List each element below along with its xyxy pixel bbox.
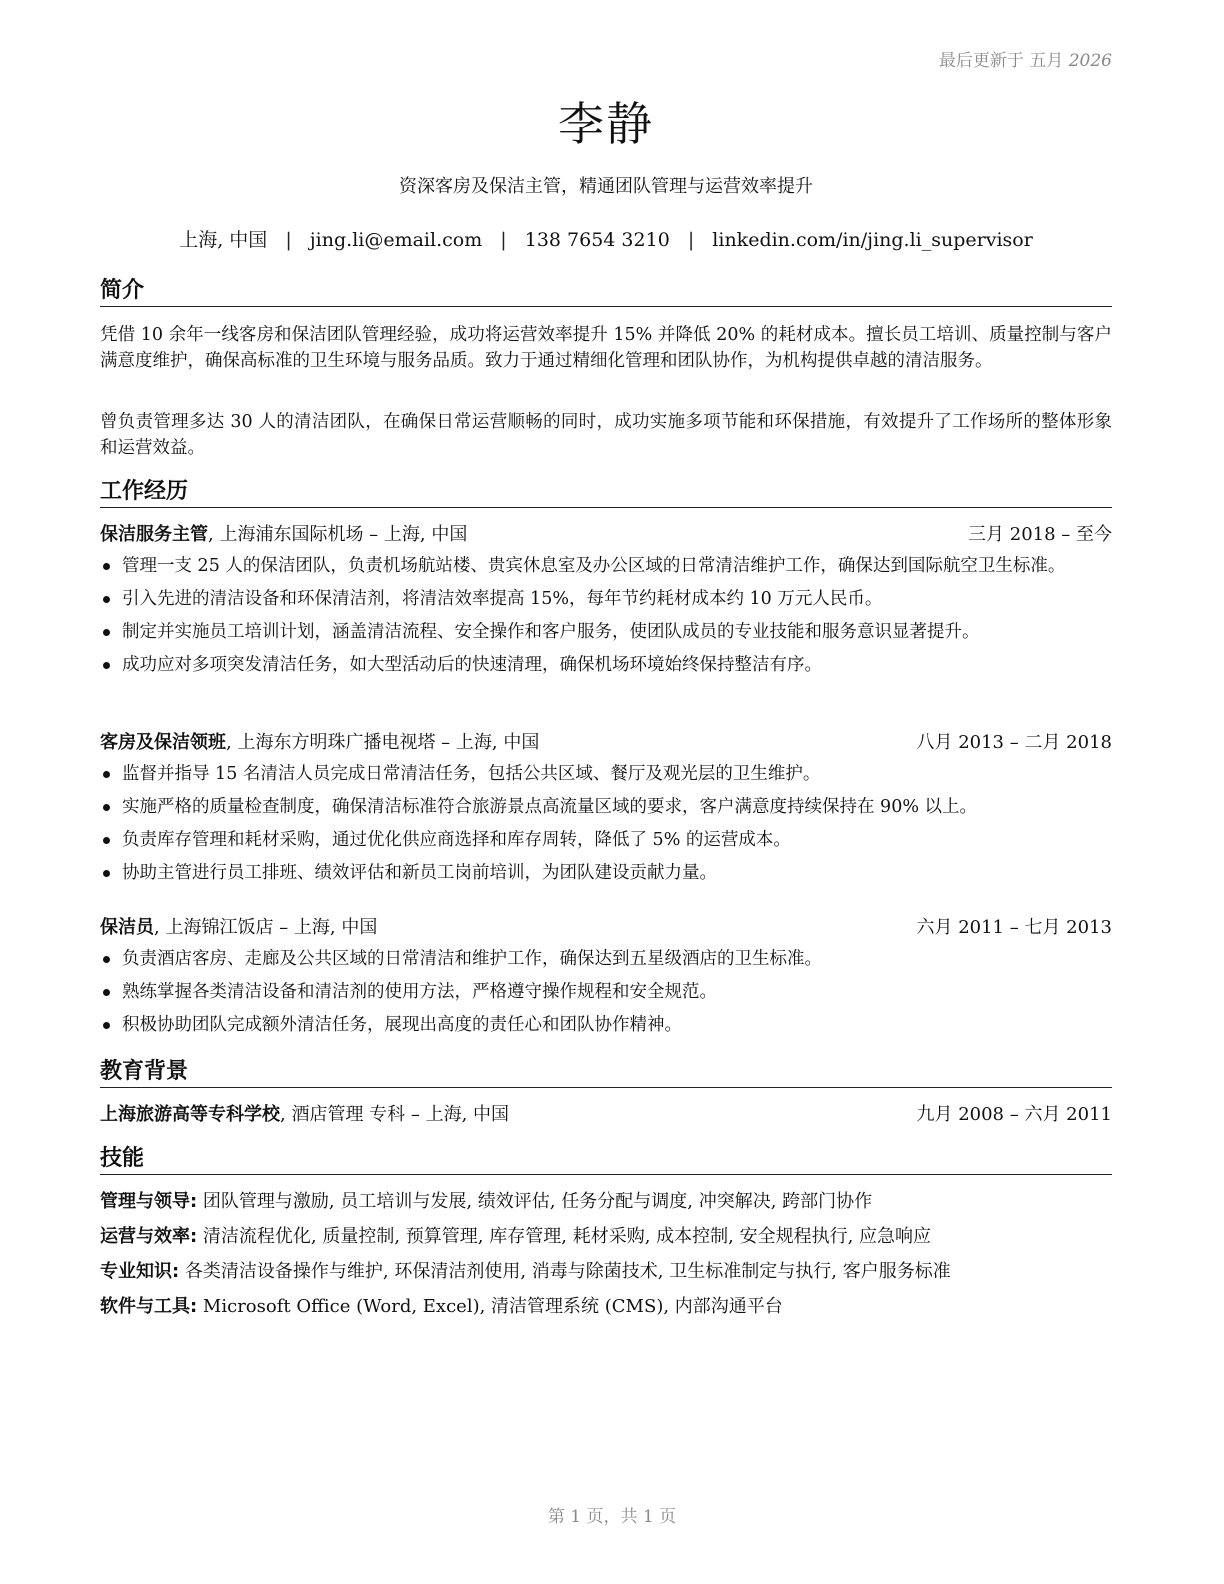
list-item: 引入先进的清洁设备和环保清洁剂，将清洁效率提高 15%，每年节约耗材成本约 10 万元人民币。 [100,586,1112,612]
section-title-experience: 工作经历 [100,479,1112,508]
section-title-skills: 技能 [100,1146,1112,1175]
job-title-line [100,731,539,755]
list-item: 负责酒店客房、走廊及公共区域的日常清洁和维护工作，确保达到五星级酒店的卫生标准。 [100,946,1112,972]
list-item: 成功应对多项突发清洁任务，如大型活动后的快速清理，确保机场环境始终保持整洁有序。 [100,652,1112,678]
contact-line [100,225,1112,252]
list-item: 制定并实施员工培训计划，涵盖清洁流程、安全操作和客户服务，使团队成员的专业技能和服务意识显著提升。 [100,619,1112,645]
education-dates: 九月 2008 – 六月 2011 [916,1104,1112,1125]
skill-value: 各类清洁设备操作与维护, 环保清洁剂使用, 消毒与除菌技术, 卫生标准制定与执行, 客户服务标准 [179,1261,951,1282]
job-role: 客房及保洁领班 [100,732,226,753]
job-dates: 八月 2013 – 二月 2018 [916,732,1112,753]
job-header [100,731,1112,755]
list-item: 监督并指导 15 名清洁人员完成日常清洁任务，包括公共区域、餐厅及观光层的卫生维护。 [100,761,1112,787]
section-title-summary: 简介 [100,278,1112,307]
education-detail: , 酒店管理 专科 – 上海, 中国 [280,1104,510,1125]
contact-location: 上海, 中国 [179,229,268,251]
skill-value: 清洁流程优化, 质量控制, 预算管理, 库存管理, 耗材采购, 成本控制, 安全规程执行, 应急响应 [197,1226,932,1247]
job-title-line [100,523,467,547]
candidate-name: 李静 [558,97,654,151]
skill-line [100,1224,1112,1250]
education-school: 上海旅游高等专科学校 [100,1104,280,1125]
headline: 资深客房及保洁主管，精通团队管理与运营效率提升 [399,176,813,197]
skill-label: 专业知识: [100,1261,180,1282]
job-bullets [100,946,1112,1045]
job-dates: 三月 2018 – 至今 [968,524,1112,545]
skill-line [100,1189,1112,1215]
skill-line [100,1294,1112,1320]
page-number: 第 1 页，共 1 页 [547,1507,677,1527]
list-item: 积极协助团队完成额外清洁任务，展现出高度的责任心和团队协作精神。 [100,1012,1112,1038]
job-role: 保洁员 [100,917,154,938]
last-updated-prefix: 最后更新于 五月 [938,51,1064,71]
summary-paragraph: 曾负责管理多达 30 人的清洁团队，在确保日常运营顺畅的同时，成功实施多项节能和环保措施，有效提升了工作场所的整体形象和运营效益。 [100,412,1112,458]
contact-email[interactable]: jing.li@email.com [309,229,483,251]
skill-label: 管理与领导: [100,1191,198,1212]
skill-label: 运营与效率: [100,1226,198,1247]
job-org: , 上海锦江饭店 – 上海, 中国 [154,917,378,938]
list-item: 熟练掌握各类清洁设备和清洁剂的使用方法，严格遵守操作规程和安全规范。 [100,979,1112,1005]
list-item: 协助主管进行员工排班、绩效评估和新员工岗前培训，为团队建设贡献力量。 [100,860,1112,886]
job-bullets [100,761,1112,893]
list-item: 负责库存管理和耗材采购，通过优化供应商选择和库存周转，降低了 5% 的运营成本。 [100,827,1112,853]
education-entry [100,1103,1112,1127]
last-updated-year: 2026 [1068,51,1112,71]
section-title-education: 教育背景 [100,1059,1112,1088]
contact-linkedin[interactable]: linkedin.com/in/jing.li_supervisor [712,229,1033,251]
job-bullets [100,553,1112,685]
job-header [100,916,1112,940]
skill-line [100,1259,1112,1285]
list-item: 管理一支 25 人的保洁团队，负责机场航站楼、贵宾休息室及办公区域的日常清洁维护工作，确保达到国际航空卫生标准。 [100,553,1112,579]
job-role: 保洁服务主管 [100,524,208,545]
job-org: , 上海浦东国际机场 – 上海, 中国 [208,524,468,545]
job-title-line [100,916,377,940]
skill-value: 团队管理与激励, 员工培训与发展, 绩效评估, 任务分配与调度, 冲突解决, 跨部门协作 [197,1191,873,1212]
contact-separator: | [687,229,695,251]
last-updated [939,46,1112,71]
skill-label: 软件与工具: [100,1296,198,1317]
job-org: , 上海东方明珠广播电视塔 – 上海, 中国 [226,732,540,753]
summary-paragraph: 凭借 10 余年一线客房和保洁团队管理经验，成功将运营效率提升 15% 并降低 20% 的耗材成本。擅长员工培训、质量控制与客户满意度维护，确保高标准的卫生环境与服务品质。致力于通过精细化管理和团队协作，为机构提供卓越的清洁服务。 [100,325,1112,371]
contact-separator: | [285,229,292,251]
contact-separator: | [500,229,507,251]
job-dates: 六月 2011 – 七月 2013 [916,917,1112,938]
list-item: 实施严格的质量检查制度，确保清洁标准符合旅游景点高流量区域的要求，客户满意度持续保持在 90% 以上。 [100,794,1112,820]
education-line [100,1103,509,1127]
job-header [100,523,1112,547]
contact-phone: 138 7654 3210 [524,229,670,251]
skill-value: Microsoft Office (Word, Excel), 清洁管理系统 (CMS), 内部沟通平台 [197,1296,783,1317]
